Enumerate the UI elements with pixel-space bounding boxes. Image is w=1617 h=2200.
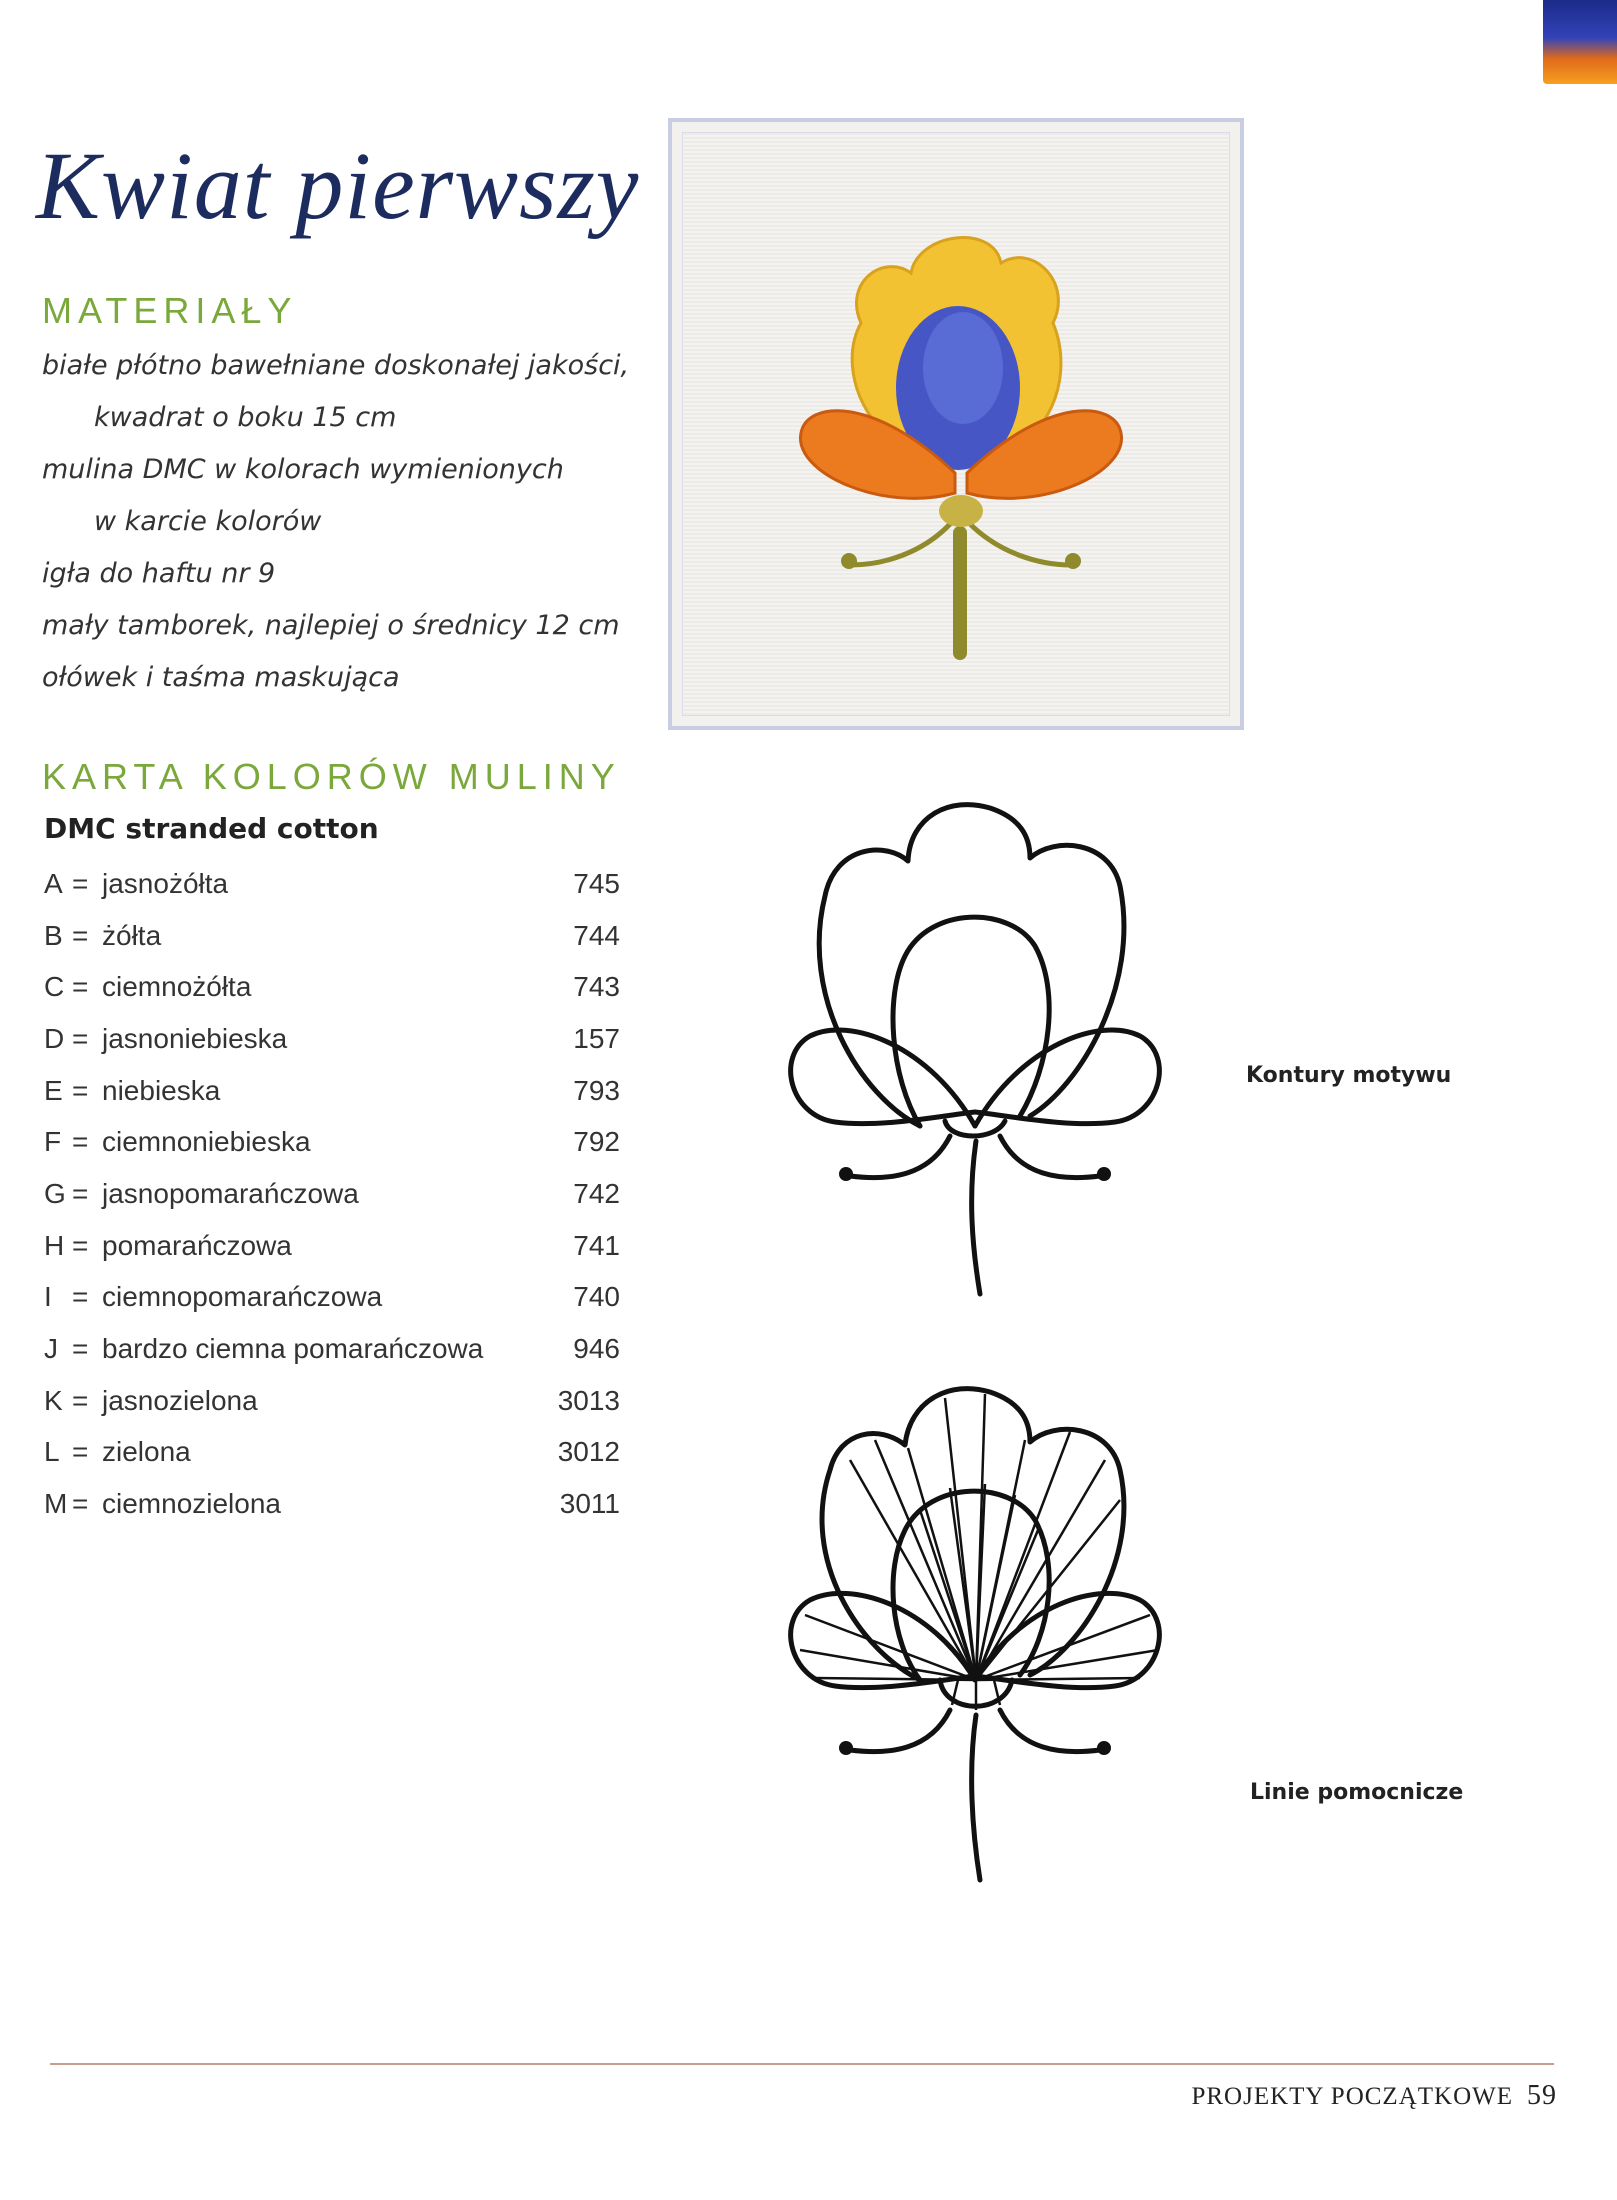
color-letter-cell: A [44, 867, 63, 899]
color-eq-cell: = [72, 1126, 89, 1158]
color-number-cell: 792 [573, 1126, 620, 1158]
color-name-cell: ciemnozielona [102, 1488, 281, 1520]
color-number-cell: 743 [573, 971, 620, 1003]
table-row [44, 1323, 620, 1375]
table-row [44, 1375, 620, 1427]
color-number-cell: 3013 [557, 1384, 620, 1416]
color-number-cell: 744 [573, 919, 620, 951]
list-item: ołówek i taśma maskująca [42, 662, 400, 693]
table-row [44, 1427, 620, 1479]
footer-section-title: PROJEKTY POCZĄTKOWE [1191, 2083, 1513, 2110]
color-letter-cell: H [44, 1229, 65, 1261]
embroidered-flower-image [683, 133, 1229, 715]
outline-caption: Kontury motywu [1246, 1063, 1452, 1088]
table-row [44, 1116, 620, 1168]
color-eq-cell: = [72, 919, 89, 951]
color-name-cell: ciemnoniebieska [102, 1126, 311, 1158]
page-number: 59 [1527, 2080, 1557, 2111]
color-eq-cell: = [72, 1074, 89, 1106]
color-name-cell: zielona [102, 1436, 191, 1468]
color-eq-cell: = [72, 1333, 89, 1365]
table-row [44, 1478, 620, 1530]
color-letter-cell: D [44, 1022, 65, 1054]
color-letter-cell: L [44, 1436, 60, 1468]
color-number-cell: 3012 [557, 1436, 620, 1468]
table-row [44, 1013, 620, 1065]
color-name-cell: jasnozielona [102, 1384, 258, 1416]
outline-diagram [780, 796, 1210, 1316]
color-letter-cell: E [44, 1074, 63, 1106]
color-chart-heading: KARTA KOLORÓW MULINY [42, 756, 621, 797]
color-letter-cell: M [44, 1488, 68, 1520]
color-name-cell: bardzo ciemna pomarańczowa [102, 1333, 484, 1365]
color-letter-cell: G [44, 1177, 66, 1209]
color-letter-cell: C [44, 971, 65, 1003]
color-number-cell: 793 [573, 1074, 620, 1106]
color-eq-cell: = [72, 1022, 89, 1054]
color-number-cell: 745 [573, 867, 620, 899]
color-letter-cell: I [44, 1281, 52, 1313]
list-item: mały tamborek, najlepiej o średnicy 12 cm [42, 610, 620, 641]
color-number-cell: 157 [573, 1022, 620, 1054]
color-eq-cell: = [72, 1384, 89, 1416]
list-item: mulina DMC w kolorach wymienionych [42, 454, 564, 485]
embroidery-photo [668, 118, 1244, 730]
color-letter-cell: J [44, 1333, 58, 1365]
color-number-cell: 742 [573, 1177, 620, 1209]
color-letter-cell: K [44, 1384, 63, 1416]
color-name-cell: jasnoniebieska [102, 1022, 288, 1054]
color-letter-cell: F [44, 1126, 62, 1158]
list-item: w karcie kolorów [94, 506, 322, 537]
footer [1191, 2080, 1557, 2112]
footer-divider [50, 2063, 1554, 2065]
color-eq-cell: = [72, 1436, 89, 1468]
table-row [44, 1065, 620, 1117]
color-name-cell: żółta [102, 919, 162, 951]
table-row [44, 1168, 620, 1220]
list-item: igła do haftu nr 9 [42, 558, 276, 589]
color-number-cell: 741 [573, 1229, 620, 1261]
materials-heading: MATERIAŁY [42, 290, 298, 331]
color-name-cell: niebieska [102, 1074, 221, 1106]
page-title: Kwiat pierwszy [36, 132, 640, 239]
color-number-cell: 946 [573, 1333, 620, 1365]
corner-thumbnail [1543, 0, 1617, 84]
list-item: kwadrat o boku 15 cm [94, 402, 397, 433]
color-name-cell: jasnopomarańczowa [102, 1177, 359, 1209]
table-row [44, 1272, 620, 1324]
list-item: białe płótno bawełniane doskonałej jakości, [42, 350, 630, 381]
guides-caption: Linie pomocnicze [1250, 1780, 1464, 1805]
table-row [44, 1220, 620, 1272]
color-eq-cell: = [72, 867, 89, 899]
color-eq-cell: = [72, 971, 89, 1003]
color-number-cell: 3011 [559, 1488, 620, 1520]
table-row [44, 858, 620, 910]
color-eq-cell: = [72, 1488, 89, 1520]
photo-background [682, 132, 1230, 716]
color-name-cell: ciemnożółta [102, 971, 252, 1003]
color-eq-cell: = [72, 1177, 89, 1209]
color-name-cell: ciemnopomarańczowa [102, 1281, 383, 1313]
table-row [44, 910, 620, 962]
color-letter-cell: B [44, 919, 63, 951]
color-table [44, 858, 620, 1530]
color-eq-cell: = [72, 1281, 89, 1313]
color-chart-subheading: DMC stranded cotton [44, 812, 379, 845]
materials-list [42, 340, 629, 704]
color-number-cell: 740 [573, 1281, 620, 1313]
table-row [44, 961, 620, 1013]
color-name-cell: jasnożółta [102, 867, 229, 899]
guide-lines-diagram [780, 1380, 1210, 1900]
color-name-cell: pomarańczowa [102, 1229, 292, 1261]
color-eq-cell: = [72, 1229, 89, 1261]
